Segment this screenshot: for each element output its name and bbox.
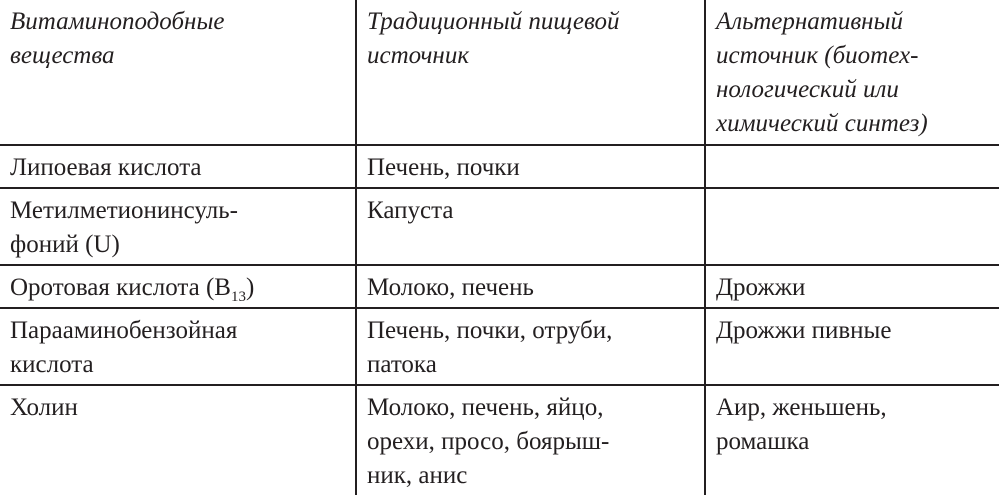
cell-substance: Метилметионинсуль- фоний (U) (0, 188, 356, 265)
cell-traditional-source: Молоко, печень (356, 265, 705, 308)
header-row (0, 0, 999, 145)
cell-traditional-source: Печень, почки (356, 145, 705, 188)
cell-substance: Холин (0, 385, 356, 495)
table-row (0, 308, 999, 385)
header-traditional-source: Традиционный пищевой источник (356, 0, 705, 145)
cell-traditional-source: Молоко, печень, яйцо, орехи, просо, боярыш- ник, анис (356, 385, 705, 495)
cell-alternative-source: Дрожжи (705, 265, 999, 308)
table-row (0, 385, 999, 495)
cell-traditional-source: Капуста (356, 188, 705, 265)
cell-alternative-source (705, 188, 999, 265)
header-alternative-source: Альтернативный источник (биотех- нологический или химический синтез) (705, 0, 999, 145)
header-substances: Витаминоподобные вещества (0, 0, 356, 145)
vitamin-subscript: 13 (230, 289, 246, 305)
table-row (0, 265, 999, 308)
cell-traditional-source: Печень, почки, отруби, патока (356, 308, 705, 385)
cell-alternative-source: Дрожжи пивные (705, 308, 999, 385)
substance-name: Оротовая кислота (B (10, 274, 231, 301)
substance-name-suffix: ) (245, 274, 255, 301)
cell-substance: Парааминобензойная кислота (0, 308, 356, 385)
cell-substance (0, 265, 356, 308)
table-row (0, 145, 999, 188)
cell-alternative-source: Аир, женьшень, ромашка (705, 385, 999, 495)
cell-substance: Липоевая кислота (0, 145, 356, 188)
cell-alternative-source (705, 145, 999, 188)
table-row (0, 188, 999, 265)
